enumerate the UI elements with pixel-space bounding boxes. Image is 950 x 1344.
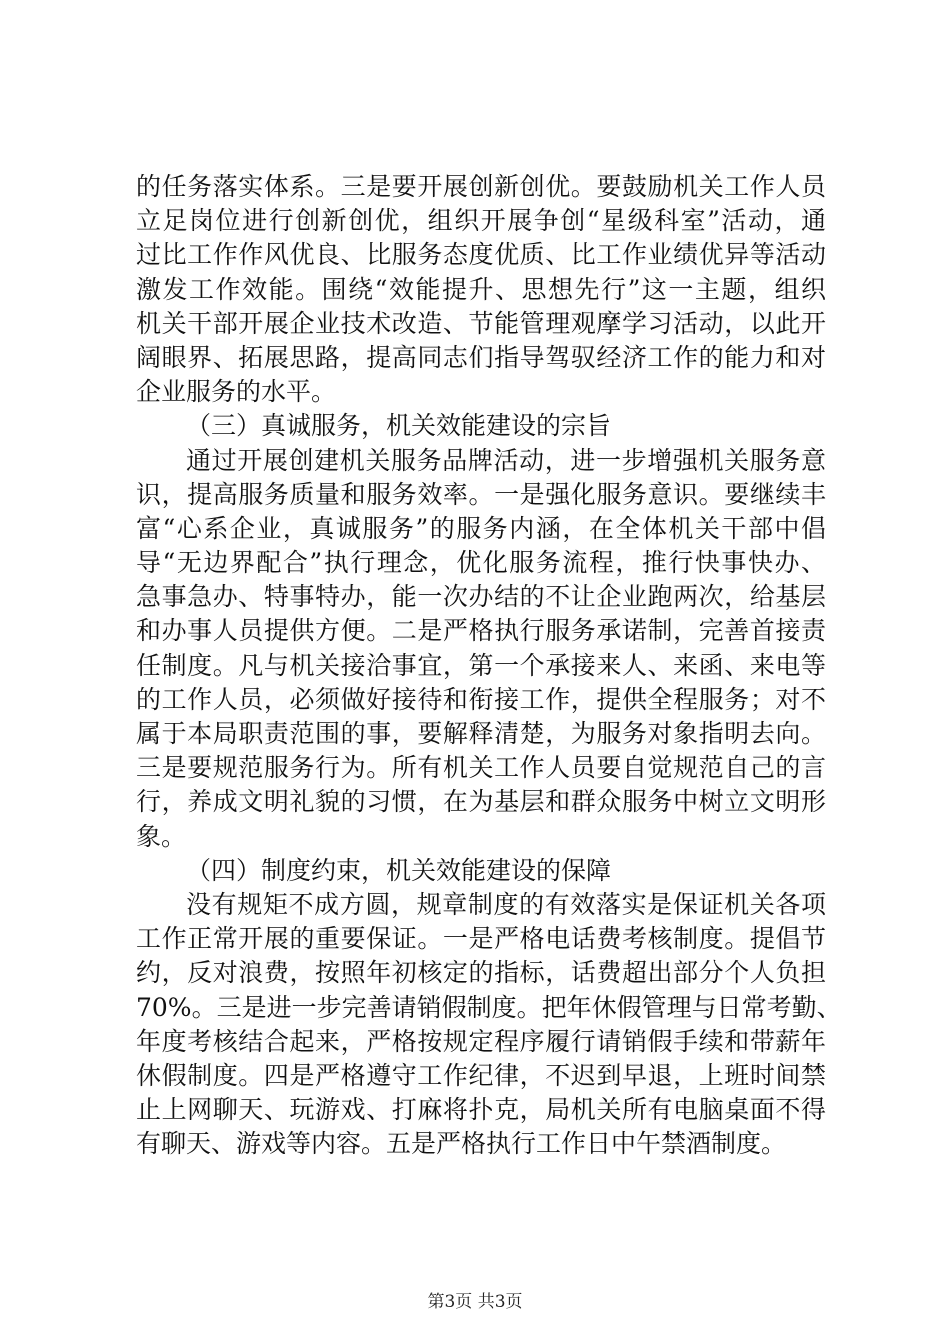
text-line: 行，养成文明礼貌的习惯，在为基层和群众服务中树立文明形: [136, 787, 826, 817]
page-number-footer: 第3页 共3页: [427, 1292, 523, 1312]
text-line: 70%。三是进一步完善请销假制度。把年休假管理与日常考勤、: [136, 992, 842, 1022]
text-line: 企业服务的水平。: [136, 377, 337, 407]
text-line: 年度考核结合起来，严格按规定程序履行请销假手续和带薪年: [136, 1026, 826, 1056]
text-line: 急事急办、特事特办，能一次办结的不让企业跑两次，给基层: [136, 582, 826, 612]
text-line: 任制度。凡与机关接洽事宜，第一个承接来人、来函、来电等: [136, 650, 826, 680]
text-line: 工作正常开展的重要保证。一是严格电话费考核制度。提倡节: [136, 924, 826, 954]
text-line: 阔眼界、拓展思路，提高同志们指导驾驭经济工作的能力和对: [136, 342, 826, 372]
text-line: 识，提高服务质量和服务效率。一是强化服务意识。要继续丰: [136, 479, 826, 509]
section-heading: （四）制度约束，机关效能建设的保障: [186, 855, 612, 885]
text-line: 激发工作效能。围绕“效能提升、思想先行”这一主题，组织: [136, 274, 826, 304]
document-body: [136, 170, 842, 1161]
text-line: 的任务落实体系。三是要开展创新创优。要鼓励机关工作人员: [136, 172, 826, 201]
text-line: 约，反对浪费，按照年初核定的指标，话费超出部分个人负担: [136, 958, 826, 988]
text-line: 没有规矩不成方圆，规章制度的有效落实是保证机关各项: [186, 889, 826, 919]
section-heading: （三）真诚服务，机关效能建设的宗旨: [186, 411, 612, 441]
text-line: 有聊天、游戏等内容。五是严格执行工作日中午禁酒制度。: [136, 1129, 787, 1159]
text-line: 的工作人员，必须做好接待和衔接工作，提供全程服务；对不: [136, 684, 826, 714]
text-line: 过比工作作风优良、比服务态度优质、比工作业绩优异等活动: [136, 240, 826, 270]
text-line: 导“无边界配合”执行理念，优化服务流程，推行快事快办、: [136, 548, 826, 578]
text-line: 止上网聊天、玩游戏、打麻将扑克，局机关所有电脑桌面不得: [136, 1095, 826, 1125]
text-line: 和办事人员提供方便。二是严格执行服务承诺制，完善首接责: [136, 616, 826, 646]
text-line: 三是要规范服务行为。所有机关工作人员要自觉规范自己的言: [136, 753, 826, 783]
text-line: 休假制度。四是严格遵守工作纪律，不迟到早退，上班时间禁: [136, 1060, 826, 1090]
text-line: 立足岗位进行创新创优，组织开展争创“星级科室”活动，通: [136, 206, 826, 236]
text-line: 通过开展创建机关服务品牌活动，进一步增强机关服务意: [186, 445, 826, 475]
text-line: 象。: [136, 821, 187, 851]
text-line: 富“心系企业，真诚服务”的服务内涵，在全体机关干部中倡: [136, 513, 826, 543]
text-line: 属于本局职责范围的事，要解释清楚，为服务对象指明去向。: [136, 719, 826, 748]
text-line: 机关干部开展企业技术改造、节能管理观摩学习活动，以此开: [136, 308, 826, 338]
